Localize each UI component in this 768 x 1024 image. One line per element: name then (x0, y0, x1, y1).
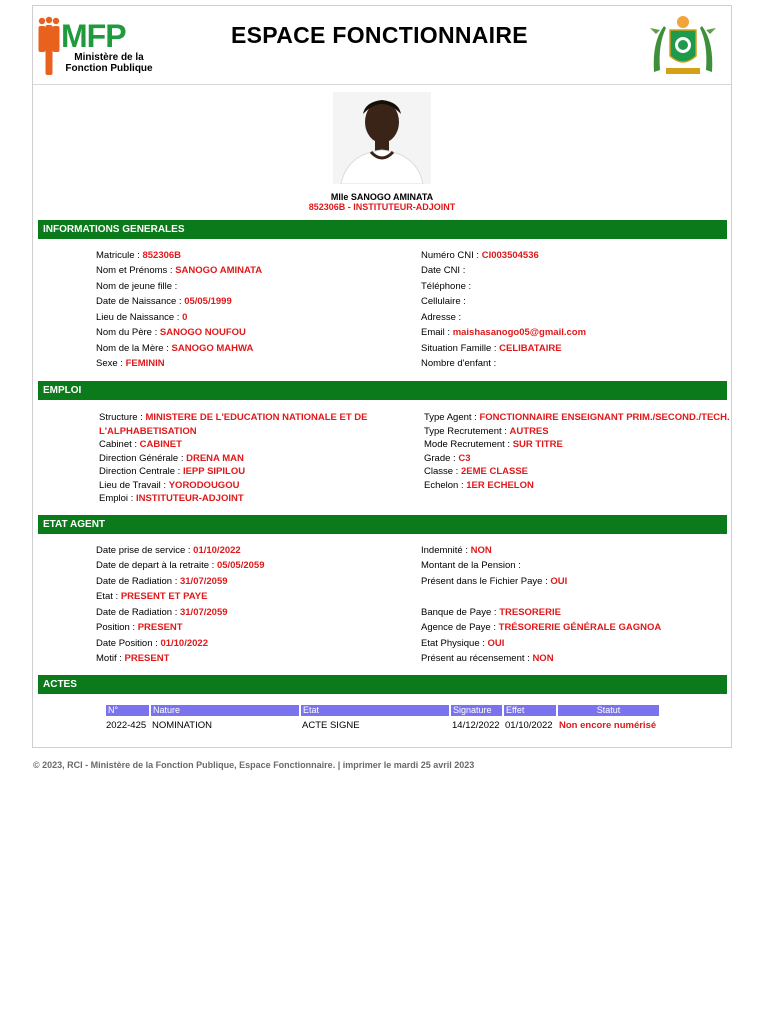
info-row: Date de Radiation : 31/07/2059 (96, 576, 228, 587)
info-row: Présent au récensement : NON (421, 653, 554, 664)
section-header-actes: ACTES (38, 675, 727, 694)
info-row: Emploi : INSTITUTEUR-ADJOINT (99, 493, 244, 504)
agent-name: Mlle SANOGO AMINATA (330, 192, 434, 202)
emploi-left-block (99, 411, 399, 506)
info-row: Situation Famille : CELIBATAIRE (421, 343, 562, 354)
info-row: Date de Radiation : 31/07/2059 (96, 607, 228, 618)
info-row: Adresse : (421, 312, 462, 323)
status-badge: Non encore numérisé (559, 720, 657, 731)
table-cell: 2022-425 (106, 720, 147, 731)
info-row: Email : maishasanogo05@gmail.com (421, 327, 587, 338)
page-title: ESPACE FONCTIONNAIRE (231, 22, 528, 48)
info-row: Type Agent : FONCTIONNAIRE ENSEIGNANT PRIM./SECOND./TECH. (424, 412, 730, 423)
info-row: Classe : 2EME CLASSE (424, 466, 529, 477)
info-row: Etat : PRESENT ET PAYE (96, 591, 208, 602)
info-row: Direction Générale : DRENA MAN (99, 452, 244, 464)
table-header-etat: Etat (301, 705, 449, 716)
profile-card (32, 5, 732, 748)
info-row: Montant de la Pension : (421, 560, 521, 571)
info-row: Agence de Paye : TRÉSORERIE GÉNÉRALE GAGNOA (421, 622, 662, 633)
agent-matricule-title: 852306B - INSTITUTEUR-ADJOINT (308, 202, 456, 212)
emploi-right-block (424, 411, 730, 492)
people-icon (37, 16, 61, 76)
info-row: Date de depart à la retraite : 05/05/2059 (96, 560, 265, 571)
info-row: Matricule : 852306B (96, 250, 182, 261)
info-row: Téléphone : (421, 281, 472, 292)
info-row: Date CNI : (421, 265, 466, 276)
info-row: Type Recrutement : AUTRES (424, 425, 549, 437)
table-header-signature: Signature (451, 705, 502, 716)
coat-of-arms-icon (646, 12, 720, 80)
page-footer: © 2023, RCI - Ministère de la Fonction Publique, Espace Fonctionnaire. | imprimer le mardi 25 avril 2023 (33, 760, 475, 770)
info-row: Structure : MINISTERE DE L'EDUCATION NATIONALE ET DE L'ALPHABETISATION (99, 412, 368, 437)
info-row: Numéro CNI : CI003504536 (421, 250, 539, 261)
info-row: Nom de jeune fille : (96, 281, 178, 292)
table-header-nature: Nature (151, 705, 299, 716)
table-cell: ACTE SIGNE (302, 720, 360, 731)
info-row: Présent dans le Fichier Paye : OUI (421, 576, 568, 587)
table-header-effet: Effet (504, 705, 556, 716)
info-row: Nom de la Mère : SANOGO MAHWA (96, 343, 254, 354)
info-row: Date de Naissance : 05/05/1999 (96, 296, 232, 307)
mfp-logo (37, 10, 155, 82)
info-row: Date Position : 01/10/2022 (96, 638, 208, 649)
info-row: Echelon : 1ER ECHELON (424, 479, 534, 491)
info-row: Cellulaire : (421, 296, 466, 307)
section-header-emploi: EMPLOI (38, 381, 727, 400)
table-cell: 14/12/2022 (452, 720, 500, 731)
logo-text: MFP (61, 18, 126, 54)
info-row: Cabinet : CABINET (99, 439, 182, 450)
info-row: Banque de Paye : TRESORERIE (421, 607, 561, 618)
info-row: Nom et Prénoms : SANOGO AMINATA (96, 265, 263, 276)
info-row: Indemnité : NON (421, 545, 492, 556)
section-header-general: INFORMATIONS GENERALES (38, 220, 727, 239)
section-header-etat: ETAT AGENT (38, 515, 727, 534)
table-cell: 01/10/2022 (505, 720, 553, 731)
logo-subtitle: Ministère de la Fonction Publique (65, 52, 153, 74)
info-row: Sexe : FEMININ (96, 358, 165, 369)
info-row: Etat Physique : OUI (421, 638, 505, 649)
info-row: Position : PRESENT (96, 622, 183, 633)
table-cell: NOMINATION (152, 720, 212, 731)
info-row: Lieu de Travail : YORODOUGOU (99, 479, 240, 491)
info-row: Nombre d'enfant : (421, 358, 497, 369)
info-row: Mode Recrutement : SUR TITRE (424, 439, 563, 450)
info-row: Grade : C3 (424, 452, 471, 464)
page-header (33, 6, 731, 85)
info-row: Nom du Père : SANOGO NOUFOU (96, 327, 246, 338)
info-row: Date prise de service : 01/10/2022 (96, 545, 241, 556)
info-row: Motif : PRESENT (96, 653, 170, 664)
table-header-statut: Statut (558, 705, 659, 716)
info-row: Lieu de Naissance : 0 (96, 312, 188, 323)
table-header-numero: N° (106, 705, 149, 716)
info-row: Direction Centrale : IEPP SIPILOU (99, 466, 246, 477)
agent-photo (333, 92, 431, 184)
